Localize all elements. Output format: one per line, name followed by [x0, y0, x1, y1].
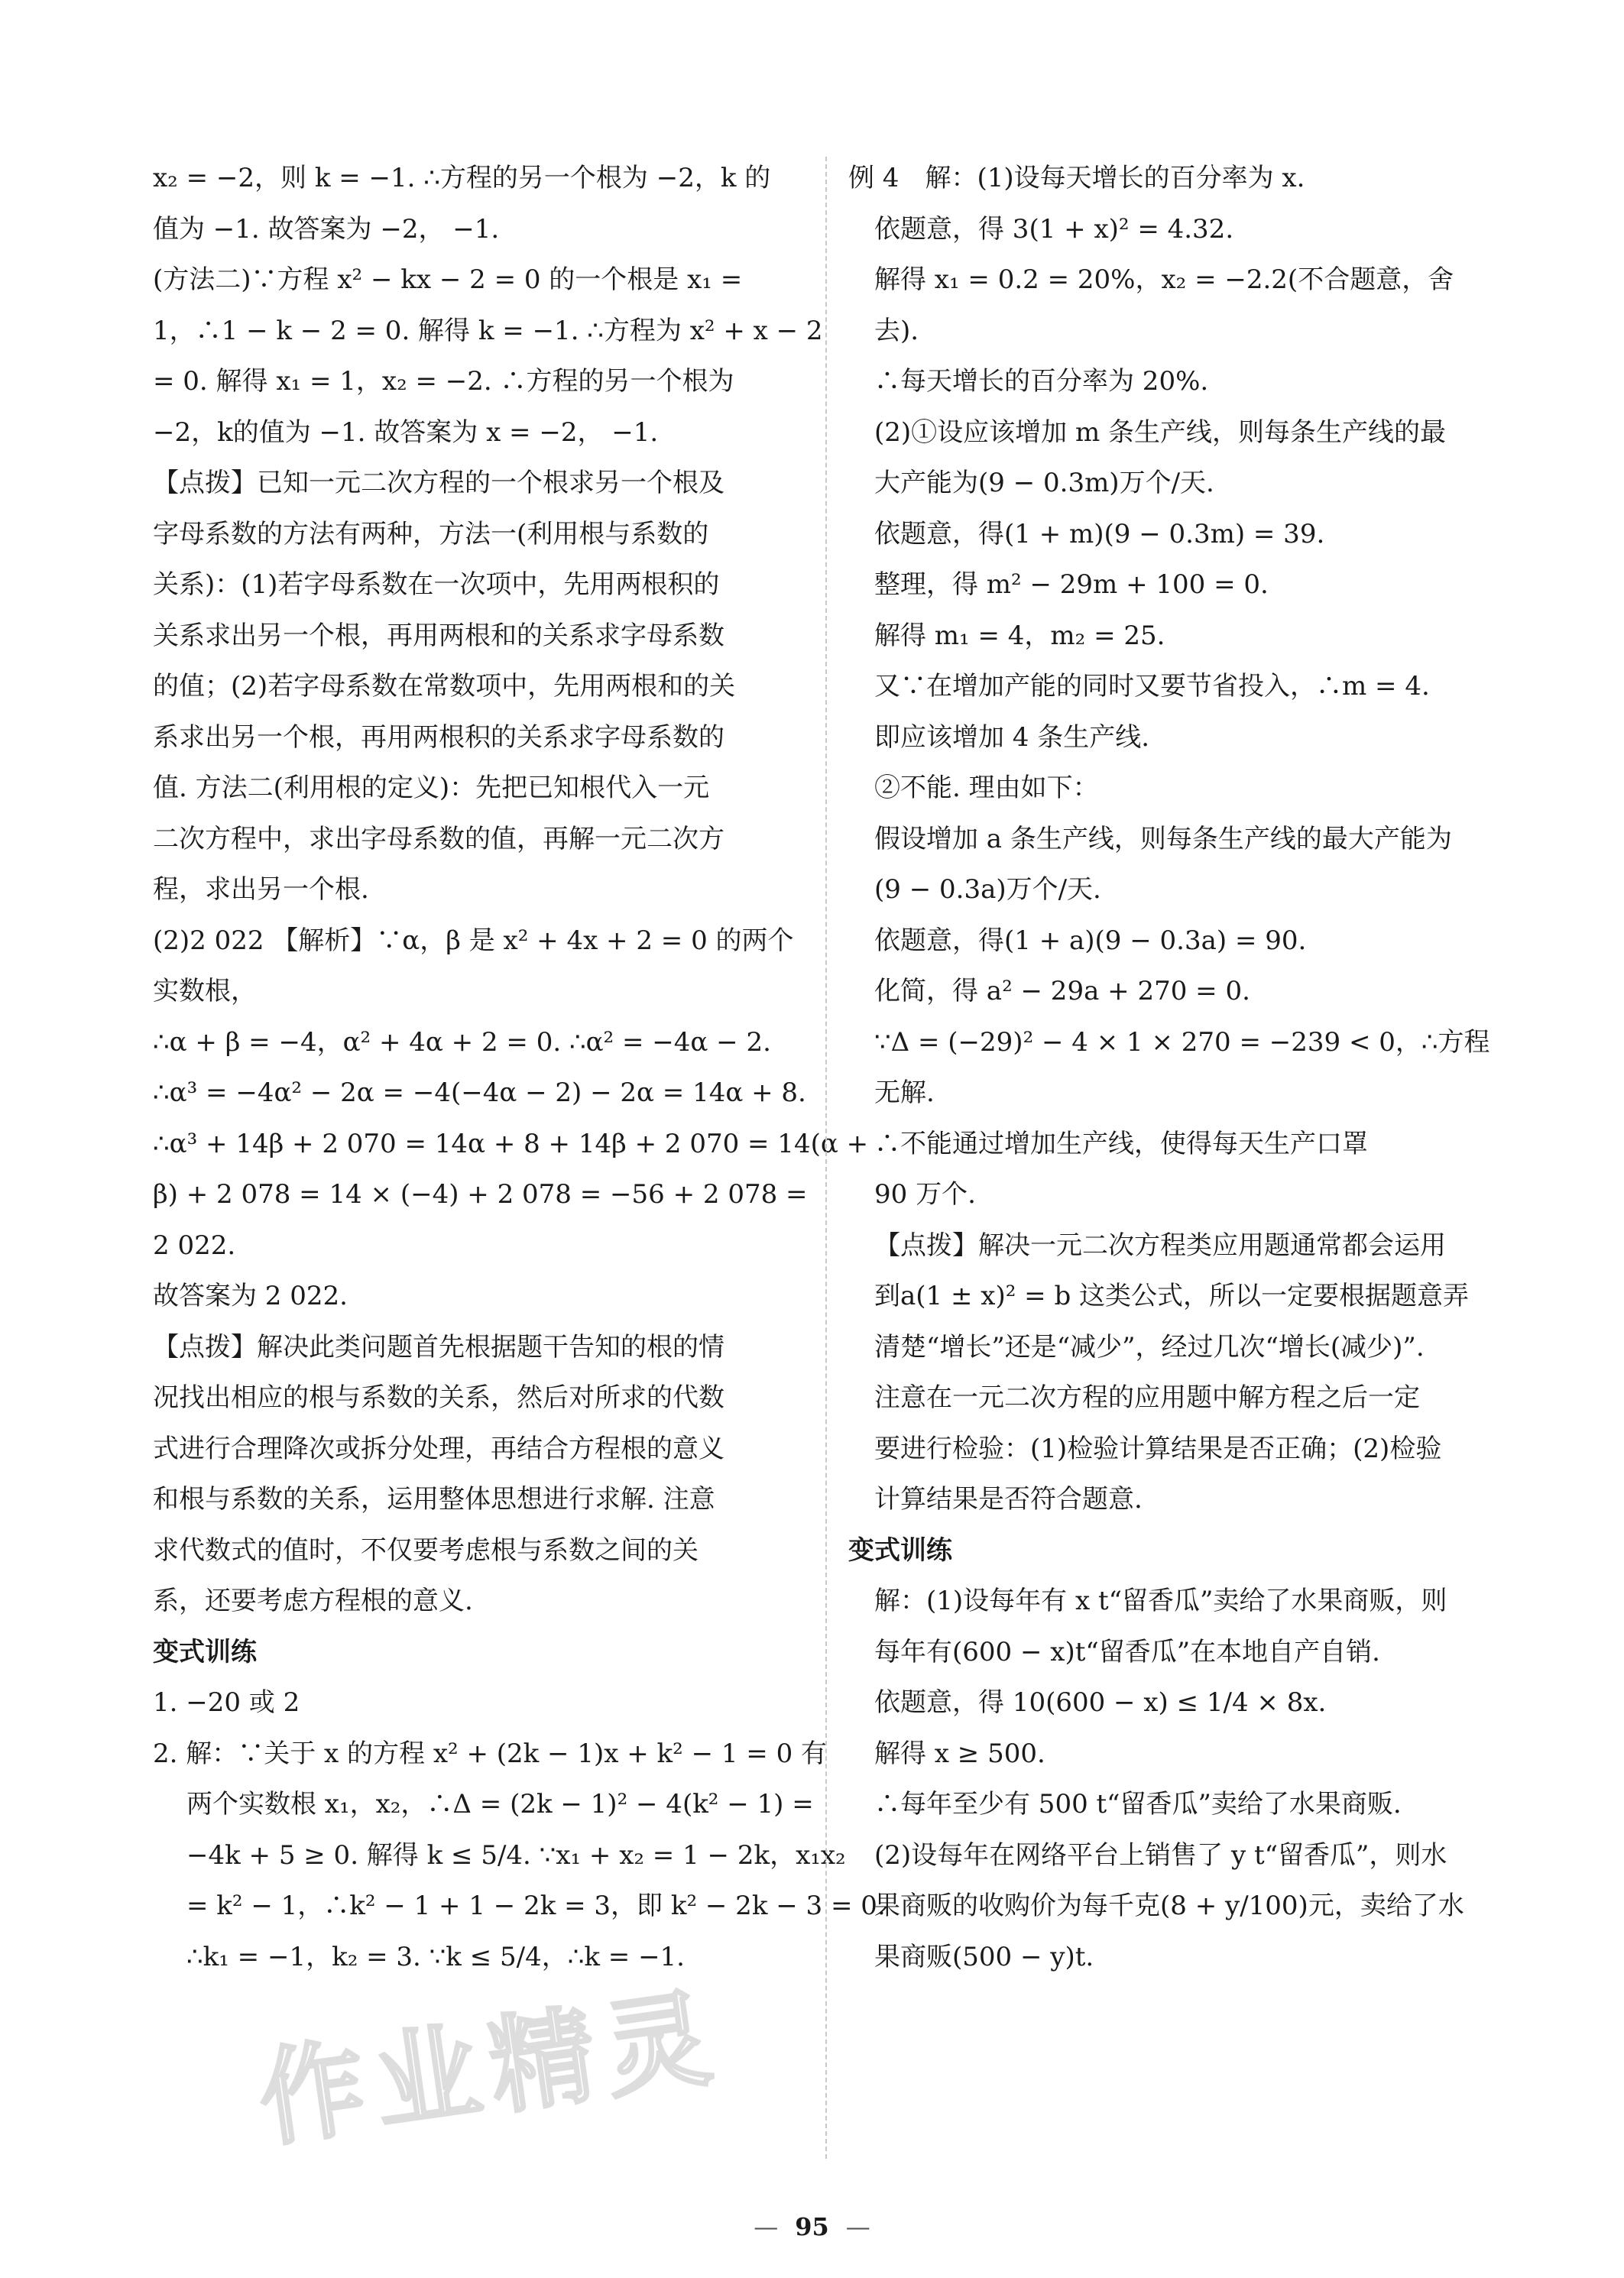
text-line: 计算结果是否符合题意. [874, 1484, 1143, 1515]
text-line: 到a(1 ± x)² = b 这类公式，所以一定要根据题意弄 [874, 1281, 1470, 1311]
text-line: 无解. [874, 1077, 935, 1108]
text-line: 果商贩的收购价为每千克(8 + y/100)元，卖给了水 [874, 1891, 1464, 1921]
text-line: −2，k的值为 −1. 故答案为 x = −2， −1. [153, 416, 659, 448]
text-line: 关系)：(1)若字母系数在一次项中，先用两根积的 [153, 569, 720, 600]
text-line: ∴每年至少有 500 t“留香瓜”卖给了水果商贩. [874, 1789, 1402, 1819]
text-line: ∴k₁ = −1，k₂ = 3. ∵k ≤ 5/4，∴k = −1. [186, 1941, 685, 1972]
text-line: 两个实数根 x₁，x₂，∴Δ = (2k − 1)² − 4(k² − 1) = [186, 1789, 814, 1819]
text-line: 要进行检验：(1)检验计算结果是否正确；(2)检验 [874, 1433, 1442, 1464]
text-line: 解得 m₁ = 4，m₂ = 25. [874, 620, 1165, 651]
section-heading: 变式训练 [153, 1636, 257, 1667]
text-line: 每年有(600 − x)t“留香瓜”在本地自产自销. [874, 1636, 1380, 1667]
text-line: (2)2 022 【解析】∵α，β 是 x² + 4x + 2 = 0 的两个 [153, 925, 794, 956]
text-line: 1，∴1 − k − 2 = 0. 解得 k = −1. ∴方程为 x² + x − 2 [153, 315, 823, 346]
text-line: 清楚“增长”还是“减少”，经过几次“增长(减少)”. [874, 1331, 1425, 1363]
text-line: ∴α³ + 14β + 2 070 = 14α + 8 + 14β + 2 070 = 14(α + [153, 1128, 869, 1159]
text-line: 解：(1)设每年有 x t“留香瓜”卖给了水果商贩，则 [874, 1586, 1447, 1616]
text-line: = k² − 1，∴k² − 1 + 1 − 2k = 3，即 k² − 2k − 3 = 0. [186, 1891, 886, 1921]
answer-line: 2. 解：∵关于 x 的方程 x² + (2k − 1)x + k² − 1 = 0 有 [153, 1738, 828, 1769]
text-line: 故答案为 2 022. [153, 1281, 348, 1311]
page-number: — 95 — [754, 2212, 870, 2241]
text-line: 的值；(2)若字母系数在常数项中，先用两根和的关 [153, 671, 736, 702]
text-line: ∴α + β = −4，α² + 4α + 2 = 0. ∴α² = −4α − 2. [153, 1026, 771, 1058]
tip-line: 【点拨】解决一元二次方程类应用题通常都会运用 [874, 1230, 1446, 1261]
section-heading: 变式训练 [848, 1534, 952, 1566]
right-column [848, 153, 1513, 1982]
text-line: 解得 x₁ = 0.2 = 20%，x₂ = −2.2(不合题意，舍 [874, 264, 1454, 295]
text-line: ∵Δ = (−29)² − 4 × 1 × 270 = −239 < 0，∴方程 [874, 1026, 1490, 1058]
text-line: 系求出另一个根，再用两根积的关系求字母系数的 [153, 721, 724, 753]
text-line: 实数根， [153, 976, 257, 1006]
example-heading: 例 4 解：(1)设每天增长的百分率为 x. [848, 163, 1305, 193]
text-line: 大产能为(9 − 0.3m)万个/天. [874, 468, 1214, 498]
text-line: ∴α³ = −4α² − 2α = −4(−4α − 2) − 2α = 14α + 8. [153, 1077, 806, 1108]
text-line: 字母系数的方法有两种，方法一(利用根与系数的 [153, 518, 709, 549]
text-line: = 0. 解得 x₁ = 1，x₂ = −2. ∴方程的另一个根为 [153, 366, 734, 397]
left-column [153, 153, 886, 1982]
text-line: ∴不能通过增加生产线，使得每天生产口罩 [874, 1128, 1368, 1159]
text-line: 关系求出另一个根，再用两根和的关系求字母系数 [153, 620, 724, 651]
text-line: 又∵在增加产能的同时又要节省投入，∴m = 4. [874, 671, 1430, 702]
text-line: 2 022. [153, 1230, 236, 1261]
text-line: 程，求出另一个根. [153, 874, 369, 905]
text-line: (2)①设应该增加 m 条生产线，则每条生产线的最 [874, 416, 1447, 448]
text-line: 化简，得 a² − 29a + 270 = 0. [874, 976, 1250, 1006]
text-line: 整理，得 m² − 29m + 100 = 0. [874, 569, 1269, 600]
text-line: ②不能. 理由如下： [874, 773, 1099, 803]
text-line: 和根与系数的关系，运用整体思想进行求解. 注意 [153, 1484, 715, 1515]
text-line: ∴每天增长的百分率为 20%. [874, 366, 1209, 397]
watermark: 作业精灵 [251, 1975, 729, 2163]
text-line: 果商贩(500 − y)t. [874, 1941, 1094, 1972]
column-divider [825, 157, 827, 2159]
tip-line: 【点拨】解决此类问题首先根据题干告知的根的情 [153, 1331, 724, 1363]
text-line: 依题意，得(1 + a)(9 − 0.3a) = 90. [874, 925, 1307, 956]
text-line: 即应该增加 4 条生产线. [874, 721, 1150, 753]
text-line: 系，还要考虑方程根的意义. [153, 1586, 473, 1616]
text-line: 况找出相应的根与系数的关系，然后对所求的代数 [153, 1382, 724, 1413]
tip-line: 【点拨】已知一元二次方程的一个根求另一个根及 [153, 468, 724, 498]
text-line: 二次方程中，求出字母系数的值，再解一元二次方 [153, 823, 724, 854]
text-line: β) + 2 078 = 14 × (−4) + 2 078 = −56 + 2 078 = [153, 1179, 808, 1210]
text-line: 值. 方法二(利用根的定义)：先把已知根代入一元 [153, 773, 710, 803]
page-number-value: 95 [795, 2212, 829, 2241]
text-line: 求代数式的值时，不仅要考虑根与系数之间的关 [153, 1534, 699, 1566]
text-line: (9 − 0.3a)万个/天. [874, 874, 1101, 905]
text-line: (2)设每年在网络平台上销售了 y t“留香瓜”，则水 [874, 1839, 1447, 1871]
text-line: −4k + 5 ≥ 0. 解得 k ≤ 5/4. ∵x₁ + x₂ = 1 − 2k，x₁x₂ [186, 1839, 846, 1871]
text-line: 90 万个. [874, 1179, 976, 1210]
answer-line: 1. −20 或 2 [153, 1687, 300, 1718]
text-line: 注意在一元二次方程的应用题中解方程之后一定 [874, 1382, 1420, 1413]
text-line: 依题意，得 10(600 − x) ≤ 1/4 × 8x. [874, 1687, 1327, 1718]
text-line: 依题意，得(1 + m)(9 − 0.3m) = 39. [874, 518, 1325, 549]
text-line: 依题意，得 3(1 + x)² = 4.32. [874, 213, 1234, 245]
text-line: x₂ = −2，则 k = −1. ∴方程的另一个根为 −2，k 的 [153, 163, 771, 193]
text-line: 值为 −1. 故答案为 −2， −1. [153, 213, 500, 245]
text-line: 假设增加 a 条生产线，则每条生产线的最大产能为 [874, 823, 1452, 854]
text-line: 解得 x ≥ 500. [874, 1738, 1045, 1769]
text-line: 式进行合理降次或拆分处理，再结合方程根的意义 [153, 1433, 724, 1464]
text-line: 去). [874, 315, 919, 346]
text-line: (方法二)∵方程 x² − kx − 2 = 0 的一个根是 x₁ = [153, 264, 743, 295]
